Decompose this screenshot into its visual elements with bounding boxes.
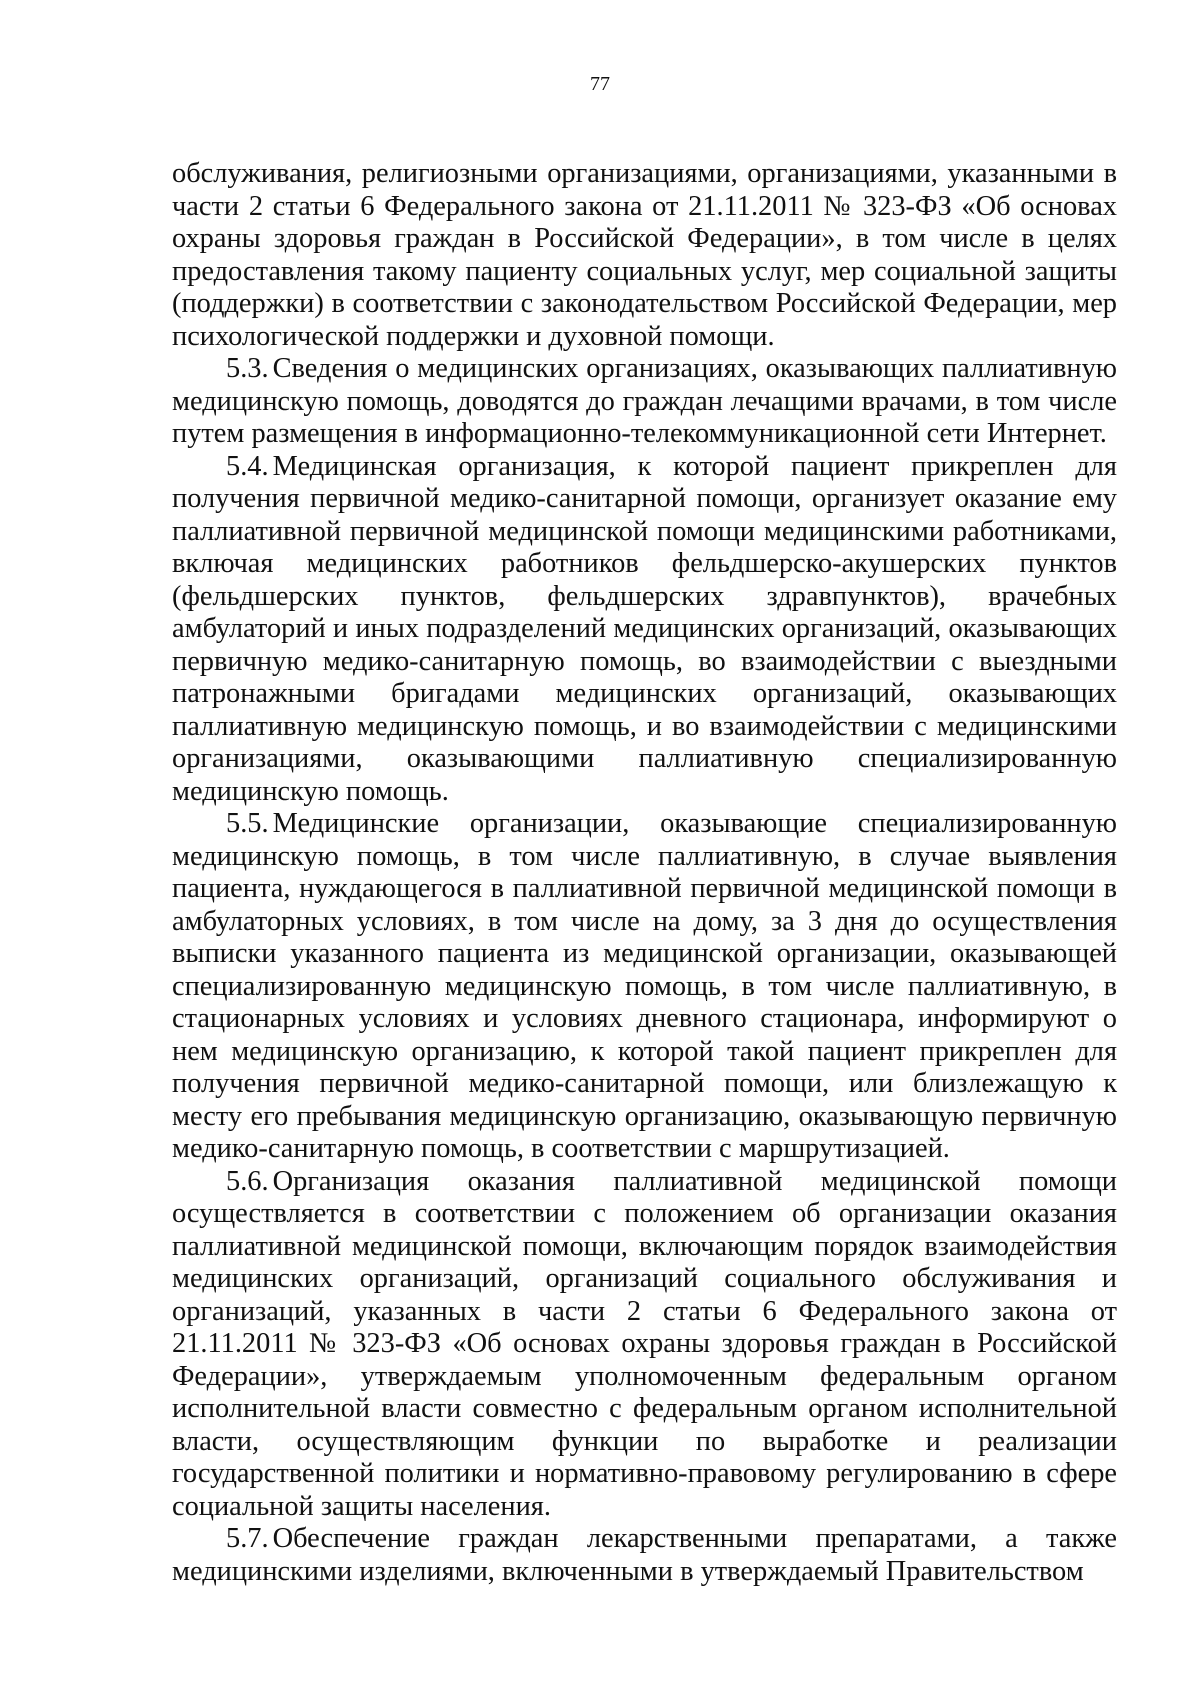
paragraph-number: 5.5. bbox=[226, 808, 269, 839]
paragraph-5-6 bbox=[172, 1166, 1117, 1524]
paragraph-5-3 bbox=[172, 353, 1117, 451]
page-number: 77 bbox=[590, 73, 610, 95]
paragraph-5-4 bbox=[172, 451, 1117, 809]
paragraph-text: Медицинские организации, оказывающие специализированную медицинскую помощь, в том числе паллиативную, в случае выявления пациента, нуждающегося в паллиативной первичной медицинской помощи в амбулаторных условиях, в том числе на дому, за 3 дня до осуществления выписки указанного пациента из медицинской организации, оказывающей специализированную медицинскую помощь, в том числе паллиативную, в стационарных условиях и условиях дневного стационара, информируют о нем медицинскую организацию, к которой такой пациент прикреплен для получения первичной медико-санитарной помощи, или близлежащую к месту его пребывания медицинскую организацию, оказывающую первичную медико-санитарную помощь, в соответствии с маршрутизацией. bbox=[172, 808, 1117, 1164]
paragraph-number: 5.6. bbox=[226, 1165, 269, 1197]
paragraph-5-7 bbox=[172, 1523, 1117, 1588]
paragraph-5-5 bbox=[172, 808, 1117, 1166]
paragraph-number: 5.3. bbox=[226, 353, 269, 384]
paragraph-text: обслуживания, религиозными организациями, организациями, указанными в части 2 статьи 6 Федерального закона от 21.11.2011 № 323-ФЗ «Об основах охраны здоровья граждан в Российской Федерации», в том числе в целях предоставления такому пациенту социальных услуг, мер социальной защиты (поддержки) в соответствии с законодательством Российской Федерации, мер психологической поддержки и духовной помощи. bbox=[172, 158, 1117, 352]
paragraph-text: Сведения о медицинских организациях, оказывающих паллиативную медицинскую помощь, доводятся до граждан лечащими врачами, в том числе путем размещения в информационно-телекоммуникационной сети Интернет. bbox=[172, 353, 1117, 449]
paragraph-continuation bbox=[172, 158, 1117, 353]
document-body bbox=[172, 158, 1117, 1588]
paragraph-text: Обеспечение граждан лекарственными препаратами, а также медицинскими изделиями, включенными в утверждаемый Правительством bbox=[172, 1523, 1117, 1587]
paragraph-text: Организация оказания паллиативной медицинской помощи осуществляется в соответствии с положением об организации оказания паллиативной медицинской помощи, включающим порядок взаимодействия медицинских организаций, организаций социального обслуживания и организаций, указанных в части 2 статьи 6 Федерального закона от 21.11.2011 № 323-ФЗ «Об основах охраны здоровья граждан в Российской Федерации», утверждаемым уполномоченным федеральным органом исполнительной власти совместно с федеральным органом исполнительной власти, осуществляющим функции по выработке и реализации государственной политики и нормативно-правовому регулированию в сфере социальной защиты населения. bbox=[172, 1165, 1117, 1522]
paragraph-number: 5.4. bbox=[226, 450, 269, 482]
paragraph-number: 5.7. bbox=[226, 1523, 269, 1554]
paragraph-text: Медицинская организация, к которой пациент прикреплен для получения первичной медико-санитарной помощи, организует оказание ему паллиативной первичной медицинской помощи медицинскими работниками, включая медицинских работников фельдшерско-акушерских пунктов (фельдшерских пунктов, фельдшерских здравпунктов), врачебных амбулаторий и иных подразделений медицинских организаций, оказывающих первичную медико-санитарную помощь, во взаимодействии с выездными патронажными бригадами медицинских организаций, оказывающих паллиативную медицинскую помощь, и во взаимодействии с медицинскими организациями, оказывающими паллиативную специализированную медицинскую помощь. bbox=[172, 450, 1117, 807]
